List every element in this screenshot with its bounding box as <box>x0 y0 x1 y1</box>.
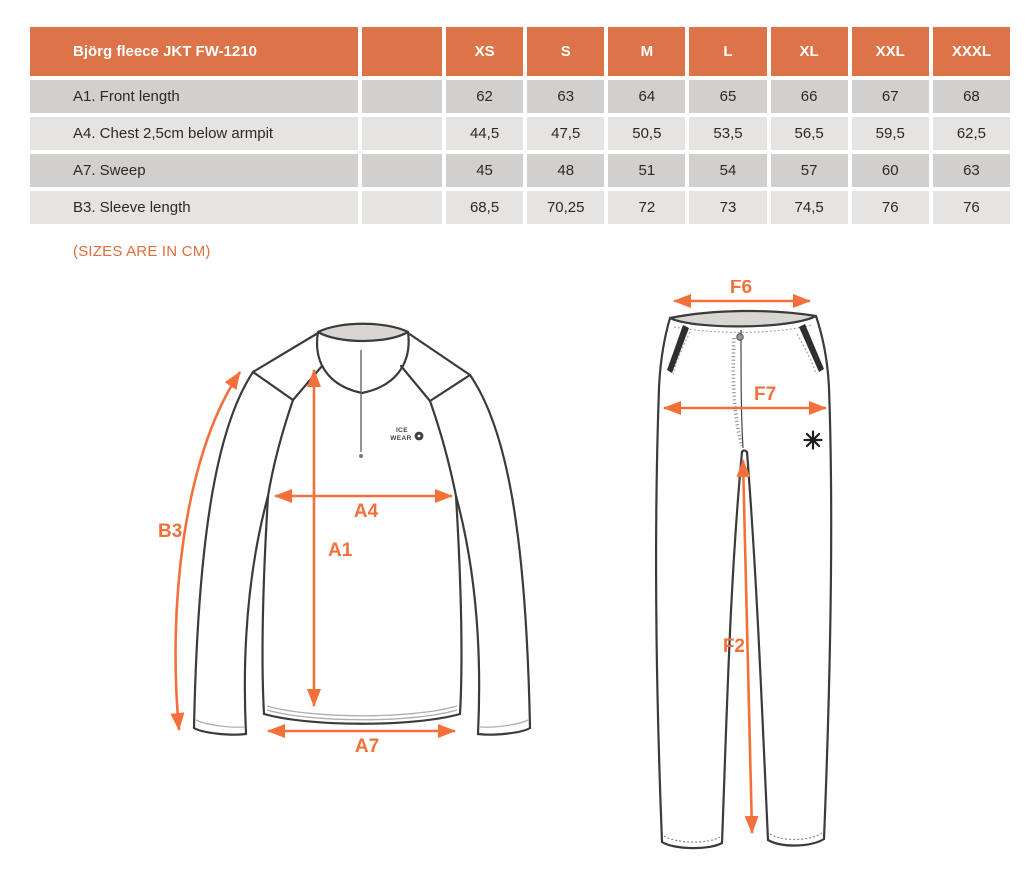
cell-value: 76 <box>933 191 1010 224</box>
table-header-blank <box>362 27 442 76</box>
cell-value: 63 <box>933 154 1010 187</box>
icewear-logo <box>390 427 423 442</box>
cell-value: 64 <box>608 80 685 113</box>
zip-line <box>359 350 363 458</box>
cell-value: 54 <box>689 154 766 187</box>
table-header-size-xxl: XXL <box>852 27 929 76</box>
logo-text-line2: WEAR <box>390 435 412 442</box>
collar-opening <box>318 324 408 341</box>
cell-value: 48 <box>527 154 604 187</box>
table-header-size-s: S <box>527 27 604 76</box>
f7-label: F7 <box>754 384 777 405</box>
f6-label: F6 <box>729 280 753 298</box>
cell-value: 62,5 <box>933 117 1010 150</box>
table-header-size-m: M <box>608 27 685 76</box>
table-header-size-l: L <box>689 27 766 76</box>
b3-arrow <box>176 372 240 730</box>
b3-label: B3 <box>158 521 183 542</box>
row-blank-cell <box>362 117 442 150</box>
cell-value: 62 <box>446 80 523 113</box>
row-blank-cell <box>362 80 442 113</box>
cell-value: 44,5 <box>446 117 523 150</box>
cell-value: 72 <box>608 191 685 224</box>
cell-value: 57 <box>771 154 848 187</box>
row-label: A7. Sweep <box>30 154 358 187</box>
cell-value: 68 <box>933 80 1010 113</box>
cell-value: 76 <box>852 191 929 224</box>
jacket-diagram <box>130 290 570 780</box>
units-note: (SIZES ARE IN CM) <box>73 243 211 260</box>
a7-label: A7 <box>354 736 380 757</box>
cell-value: 56,5 <box>771 117 848 150</box>
cell-value: 51 <box>608 154 685 187</box>
f2-label: F2 <box>722 636 745 657</box>
table-product-title: Björg fleece JKT FW-1210 <box>30 27 358 76</box>
cell-value: 73 <box>689 191 766 224</box>
table-header-size-xs: XS <box>446 27 523 76</box>
a1-label: A1 <box>328 540 353 561</box>
table-header-size-xl: XL <box>771 27 848 76</box>
jacket-outline <box>194 324 530 735</box>
icewear-badge-icon <box>415 432 424 441</box>
cell-value: 74,5 <box>771 191 848 224</box>
pocket-trims <box>667 324 824 373</box>
table-header-size-xxxl: XXXL <box>933 27 1010 76</box>
cell-value: 70,25 <box>527 191 604 224</box>
logo-text-line1: ICE <box>395 427 409 434</box>
cell-value: 50,5 <box>608 117 685 150</box>
row-blank-cell <box>362 154 442 187</box>
size-table <box>30 27 1010 224</box>
waist-opening <box>670 311 816 326</box>
cell-value: 68,5 <box>446 191 523 224</box>
a4-label: A4 <box>353 501 379 522</box>
cell-value: 59,5 <box>852 117 929 150</box>
cell-value: 47,5 <box>527 117 604 150</box>
cell-value: 65 <box>689 80 766 113</box>
pants-diagram <box>630 280 910 880</box>
cell-value: 60 <box>852 154 929 187</box>
waist-button <box>737 334 743 340</box>
cell-value: 67 <box>852 80 929 113</box>
row-label: B3. Sleeve length <box>30 191 358 224</box>
row-label: A1. Front length <box>30 80 358 113</box>
left-pocket-trim <box>667 325 689 373</box>
fly-line <box>741 330 743 448</box>
cell-value: 66 <box>771 80 848 113</box>
row-label: A4. Chest 2,5cm below armpit <box>30 117 358 150</box>
snowflake-logo-icon <box>805 432 822 449</box>
cell-value: 63 <box>527 80 604 113</box>
pants-stitching <box>664 325 822 842</box>
cell-value: 45 <box>446 154 523 187</box>
cell-value: 53,5 <box>689 117 766 150</box>
pants-outline <box>656 311 831 848</box>
row-blank-cell <box>362 191 442 224</box>
